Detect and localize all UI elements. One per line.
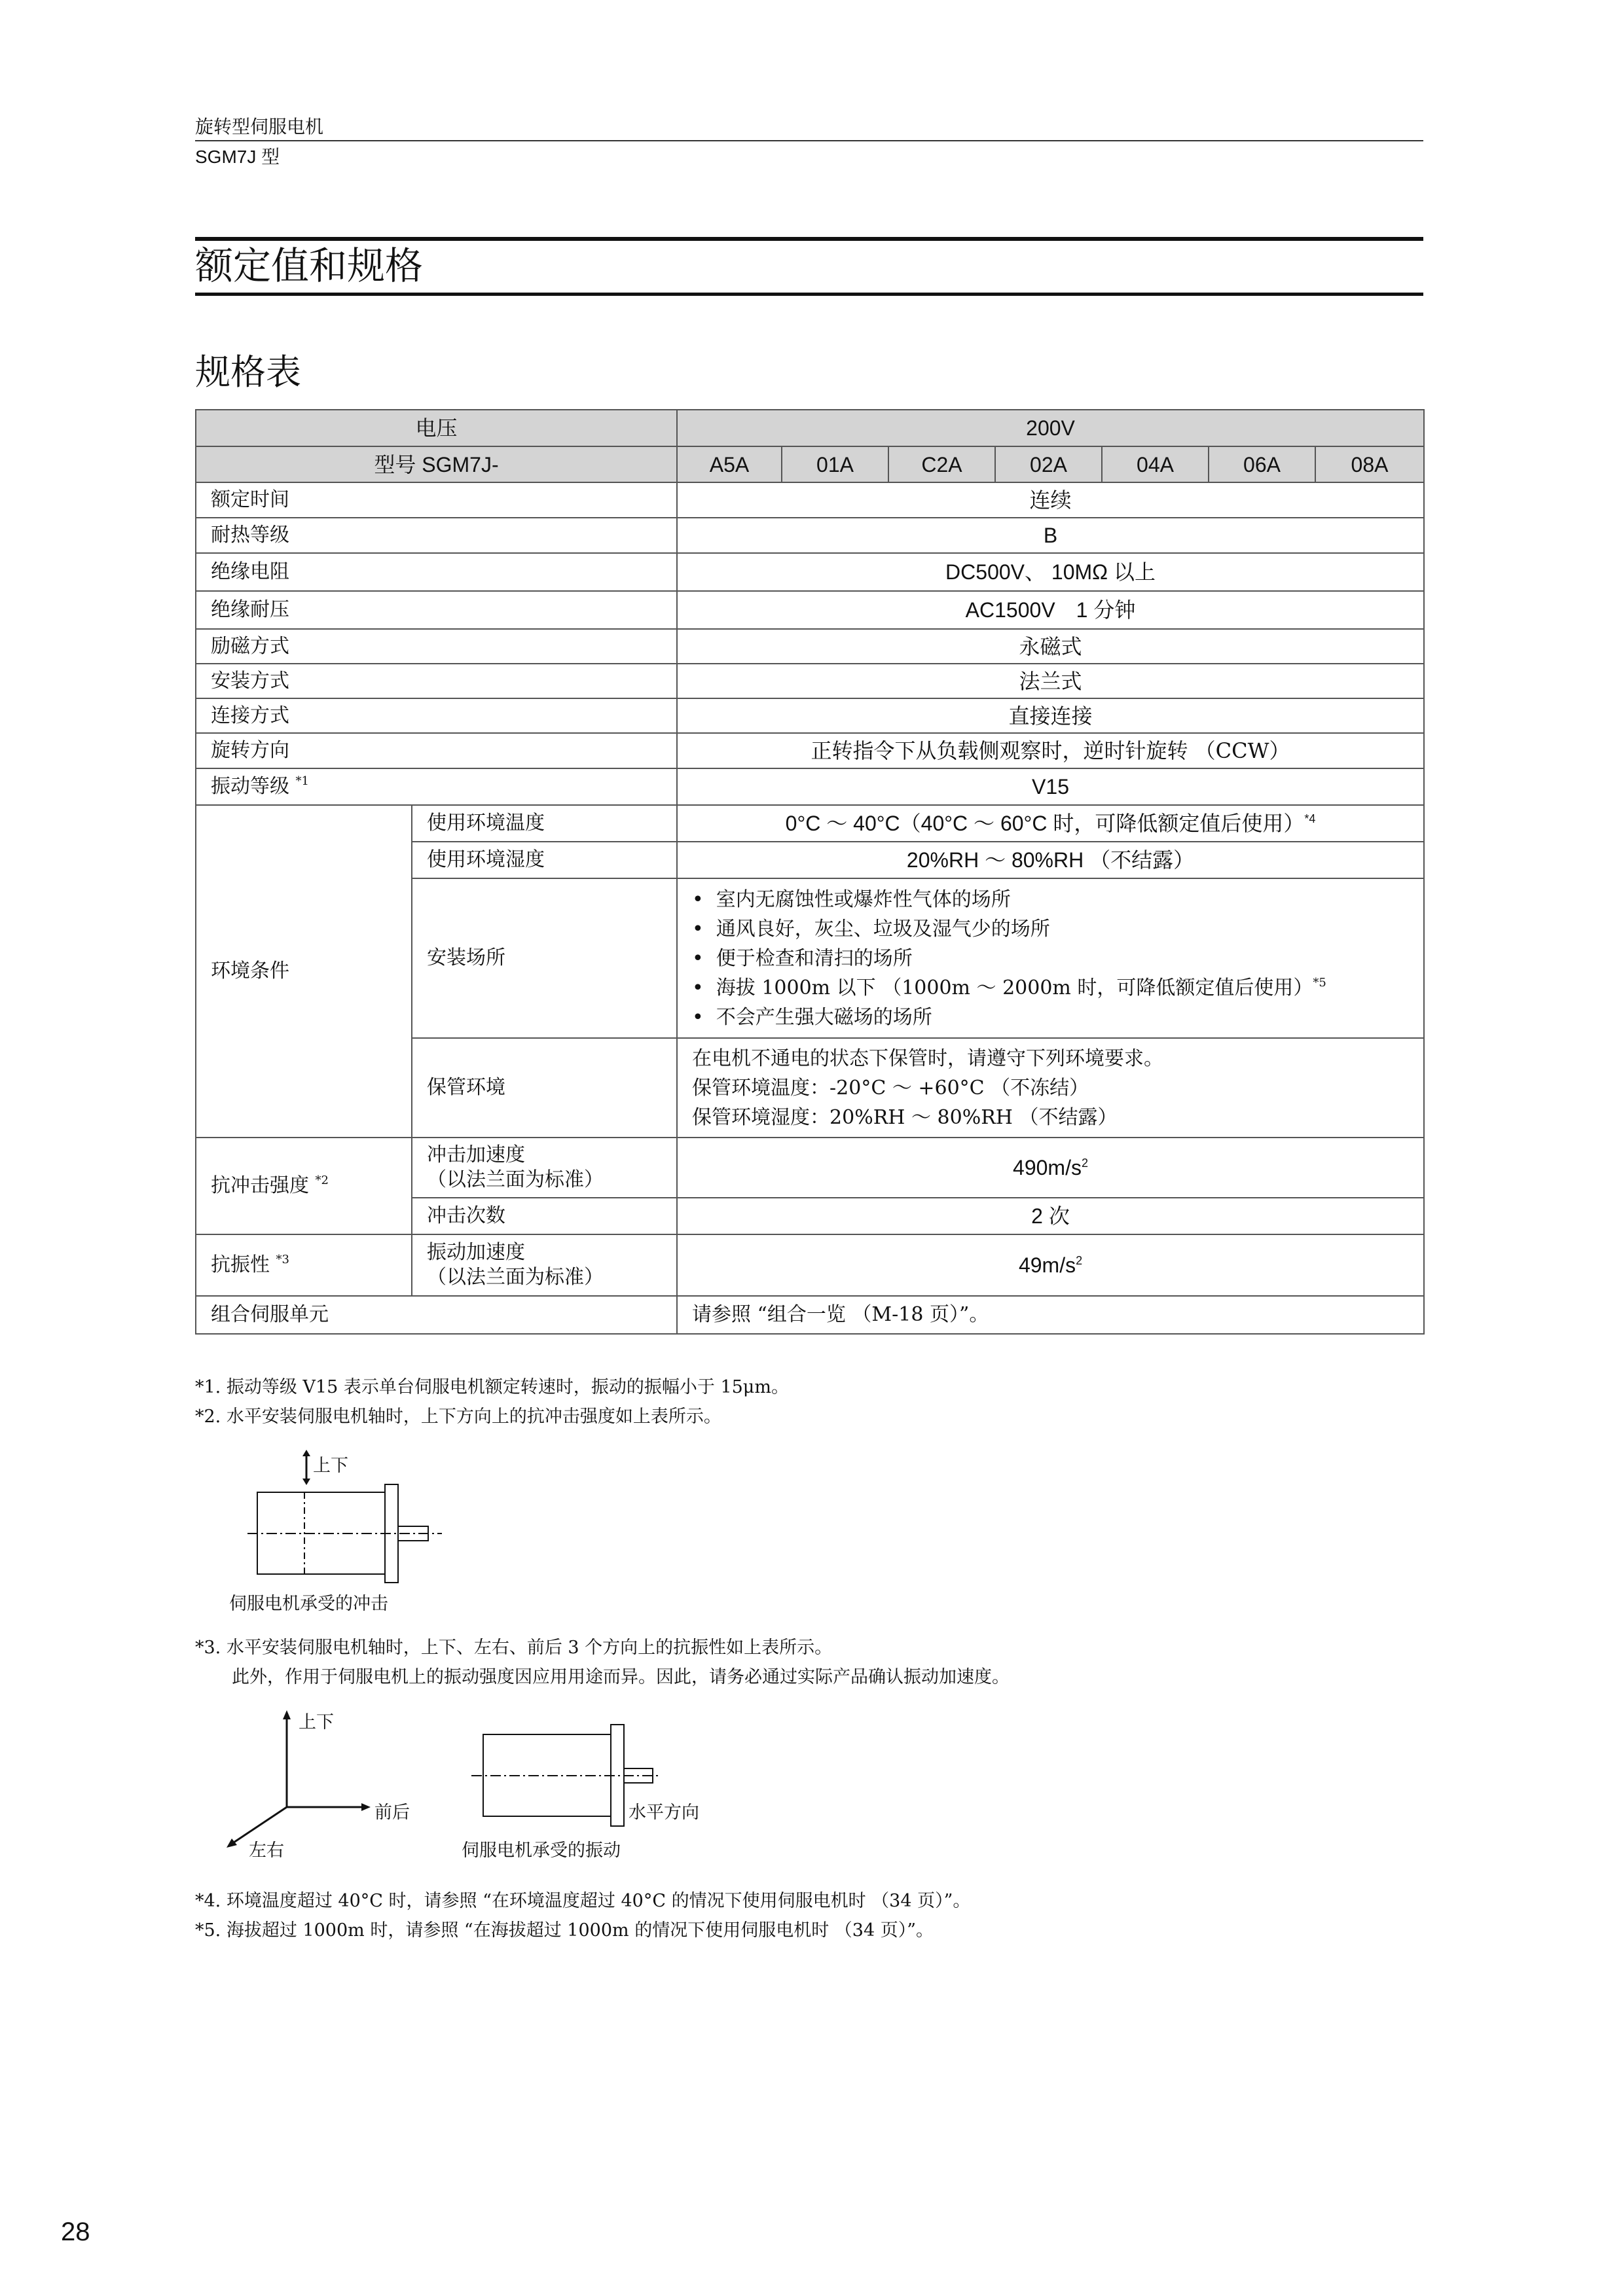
table-row bbox=[196, 1138, 1424, 1198]
model-cell: 04A bbox=[1102, 446, 1209, 482]
list-item-text: 海拔 1000m 以下 （1000m ～ 2000m 时，可降低额定值后使用） bbox=[716, 976, 1313, 999]
storage-line: 在电机不通电的状态下保管时，请遵守下列环境要求。 bbox=[692, 1047, 1164, 1070]
page-number: 28 bbox=[61, 2217, 90, 2246]
vibration-accel-label-2: （以法兰面为标准） bbox=[427, 1266, 604, 1289]
model-cell: 08A bbox=[1315, 446, 1424, 482]
footnote-5: *5. 海拔超过 1000m 时，请参照 “在海拔超过 1000m 的情况下使用伺服电机时 （34 页）”。 bbox=[195, 1920, 934, 1941]
row-label bbox=[196, 768, 677, 805]
voltage-label: 电压 bbox=[196, 410, 677, 446]
shock-accel-text: 490m/s bbox=[1013, 1156, 1082, 1179]
row-label: 额定时间 bbox=[196, 482, 677, 518]
table-row bbox=[196, 805, 1424, 842]
table-row bbox=[196, 664, 1424, 698]
env-temp-value bbox=[677, 805, 1424, 842]
footnote-2: *2. 水平安装伺服电机轴时，上下方向上的抗冲击强度如上表所示。 bbox=[195, 1407, 721, 1427]
table-row bbox=[196, 768, 1424, 805]
table-row bbox=[196, 553, 1424, 591]
table-row bbox=[196, 518, 1424, 553]
footnote-ref: *4 bbox=[1304, 812, 1316, 825]
shock-direction-label: 上下 bbox=[313, 1456, 348, 1475]
footnote-3-continued: 此外，作用于伺服电机上的振动强度因应用用途而异。因此，请务必通过实际产品确认振动加速度。 bbox=[232, 1667, 1010, 1687]
env-humidity-value: 20%RH ～ 80%RH （不结露） bbox=[677, 842, 1424, 878]
row-label: 安装方式 bbox=[196, 664, 677, 698]
axis-label-left-right: 左右 bbox=[249, 1840, 284, 1860]
section-title-top-rule bbox=[195, 237, 1423, 241]
env-humidity-label: 使用环境湿度 bbox=[412, 842, 677, 878]
env-install-list bbox=[677, 878, 1424, 1038]
table-row bbox=[196, 698, 1424, 733]
running-header-category: 旋转型伺服电机 bbox=[195, 117, 324, 137]
shock-accel-label bbox=[412, 1138, 677, 1198]
voltage-value: 200V bbox=[677, 410, 1424, 446]
row-label: 耐热等级 bbox=[196, 518, 677, 553]
exponent: 2 bbox=[1076, 1254, 1083, 1267]
shock-group-label bbox=[196, 1138, 412, 1234]
shock-figure-caption: 伺服电机承受的冲击 bbox=[229, 1594, 388, 1613]
row-value: V15 bbox=[677, 768, 1424, 805]
row-value: 法兰式 bbox=[677, 664, 1424, 698]
shock-count-value: 2 次 bbox=[677, 1198, 1424, 1234]
row-label-text: 振动等级 bbox=[211, 775, 289, 798]
env-storage-label: 保管环境 bbox=[412, 1038, 677, 1138]
table-row bbox=[196, 629, 1424, 664]
row-value: 直接连接 bbox=[677, 698, 1424, 733]
vibration-accel-value bbox=[677, 1234, 1424, 1296]
row-label: 绝缘耐压 bbox=[196, 591, 677, 629]
row-value: 永磁式 bbox=[677, 629, 1424, 664]
servo-unit-value: 请参照 “组合一览 （M-18 页）”。 bbox=[677, 1296, 1424, 1334]
list-item: • 便于检查和清扫的场所 bbox=[692, 944, 1415, 973]
model-cell: A5A bbox=[677, 446, 782, 482]
shock-accel-label-1: 冲击加速度 bbox=[427, 1143, 525, 1166]
header-rule bbox=[195, 140, 1423, 141]
vibration-group-text: 抗振性 bbox=[211, 1253, 270, 1276]
footnote-ref: *1 bbox=[295, 774, 309, 788]
list-item: • 通风良好，灰尘、垃圾及湿气少的场所 bbox=[692, 914, 1415, 944]
model-cell: 01A bbox=[782, 446, 888, 482]
table-row bbox=[196, 482, 1424, 518]
env-group-label: 环境条件 bbox=[196, 805, 412, 1138]
exponent: 2 bbox=[1081, 1157, 1088, 1170]
env-install-label: 安装场所 bbox=[412, 878, 677, 1038]
row-value: B bbox=[677, 518, 1424, 553]
table-row bbox=[196, 1234, 1424, 1296]
spec-table bbox=[195, 409, 1425, 1335]
row-label: 连接方式 bbox=[196, 698, 677, 733]
vibration-accel-label-1: 振动加速度 bbox=[427, 1241, 525, 1264]
row-label: 旋转方向 bbox=[196, 733, 677, 768]
env-temp-text: 0°C ～ 40°C（40°C ～ 60°C 时，可降低额定值后使用） bbox=[785, 812, 1305, 835]
shock-accel-value bbox=[677, 1138, 1424, 1198]
vibration-accel-text: 49m/s bbox=[1018, 1253, 1076, 1277]
footnote-ref: *5 bbox=[1313, 975, 1326, 990]
table-row bbox=[196, 1296, 1424, 1334]
row-value: 连续 bbox=[677, 482, 1424, 518]
footnote-4: *4. 环境温度超过 40°C 时，请参照 “在环境温度超过 40°C 的情况下使用伺服电机时 （34 页）”。 bbox=[195, 1891, 971, 1911]
axis-label-up-down: 上下 bbox=[299, 1712, 334, 1732]
env-temp-label: 使用环境温度 bbox=[412, 805, 677, 842]
model-cell: 06A bbox=[1209, 446, 1315, 482]
vibration-group-label bbox=[196, 1234, 412, 1296]
row-label: 绝缘电阻 bbox=[196, 553, 677, 591]
footnote-1: *1. 振动等级 V15 表示单台伺服电机额定转速时，振动的振幅小于 15μm。 bbox=[195, 1377, 789, 1397]
row-value: DC500V、 10MΩ 以上 bbox=[677, 553, 1424, 591]
row-value: 正转指令下从负载侧观察时，逆时针旋转 （CCW） bbox=[677, 733, 1424, 768]
footnote-3: *3. 水平安装伺服电机轴时，上下、左右、前后 3 个方向上的抗振性如上表所示。 bbox=[195, 1638, 833, 1658]
footnote-ref: *2 bbox=[315, 1174, 329, 1187]
table-row bbox=[196, 733, 1424, 768]
footnote-ref: *3 bbox=[276, 1253, 289, 1266]
storage-line: 保管环境湿度：20%RH ～ 80%RH （不结露） bbox=[692, 1105, 1118, 1129]
row-label: 励磁方式 bbox=[196, 629, 677, 664]
subsection-title: 规格表 bbox=[195, 353, 301, 392]
section-title: 额定值和规格 bbox=[195, 245, 424, 287]
axis-label-front-back: 前后 bbox=[374, 1803, 410, 1822]
vibration-figure-caption: 伺服电机承受的振动 bbox=[462, 1840, 621, 1860]
vibration-accel-label bbox=[412, 1234, 677, 1296]
servo-unit-label: 组合伺服单元 bbox=[196, 1296, 677, 1334]
section-title-bottom-rule bbox=[195, 293, 1423, 296]
model-cell: C2A bbox=[888, 446, 995, 482]
model-cell: 02A bbox=[995, 446, 1102, 482]
storage-line: 保管环境温度：-20°C ～ +60°C （不冻结） bbox=[692, 1076, 1089, 1100]
list-item bbox=[692, 973, 1415, 1003]
table-row bbox=[196, 446, 1424, 482]
shock-count-label: 冲击次数 bbox=[412, 1198, 677, 1234]
env-storage-text bbox=[677, 1038, 1424, 1138]
shock-group-text: 抗冲击强度 bbox=[211, 1174, 309, 1197]
table-row bbox=[196, 410, 1424, 446]
shock-accel-label-2: （以法兰面为标准） bbox=[427, 1168, 604, 1191]
row-value: AC1500V 1 分钟 bbox=[677, 591, 1424, 629]
horizontal-direction-label: 水平方向 bbox=[629, 1803, 699, 1822]
running-header-model: SGM7J 型 bbox=[195, 147, 280, 167]
list-item: • 不会产生强大磁场的场所 bbox=[692, 1003, 1415, 1032]
list-item: • 室内无腐蚀性或爆炸性气体的场所 bbox=[692, 885, 1415, 914]
model-label: 型号 SGM7J- bbox=[196, 446, 677, 482]
table-row bbox=[196, 591, 1424, 629]
